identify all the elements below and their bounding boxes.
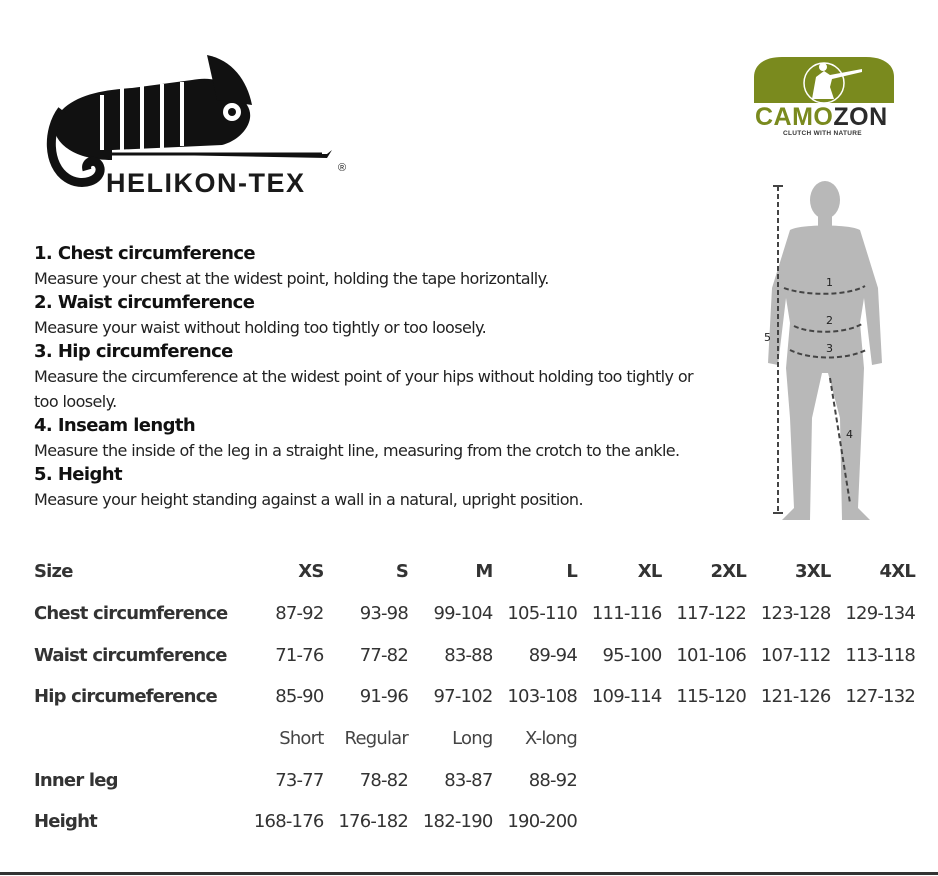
registered-mark: ® (338, 162, 347, 174)
table-cell: Long (452, 728, 493, 750)
table-cell: 127-132 (845, 686, 915, 708)
table-row-waist (34, 634, 915, 676)
camozon-part2: ZON (833, 103, 888, 131)
table-cell: L (566, 561, 577, 583)
row-label (34, 718, 239, 760)
row-label: Hip circumeference (34, 686, 217, 708)
table-cell: 2XL (710, 561, 746, 583)
instruction-title: 2. Waist circumference (34, 292, 255, 313)
camozon-tagline: CLUTCH WITH NATURE (783, 130, 862, 137)
camozon-emblem-icon (752, 55, 896, 105)
instruction-title: 1. Chest circumference (34, 243, 256, 264)
table-cell: X-long (525, 728, 577, 750)
human-silhouette-icon (760, 178, 890, 533)
table-cell: 3XL (795, 561, 831, 583)
table-cell: 107-112 (760, 644, 831, 666)
helikon-brand-text: HELIKON-TEX (106, 168, 306, 198)
table-cell: 77-82 (359, 644, 408, 666)
table-row-chest (34, 593, 915, 635)
camozon-part1: CAMO (755, 103, 834, 131)
bottom-divider (0, 872, 938, 875)
instruction-text: Measure the inside of the leg in a straight line, measuring from the crotch to the ankle. (34, 441, 680, 460)
row-label: Waist circumference (34, 644, 227, 666)
table-cell: 73-77 (275, 769, 324, 791)
table-cell: 121-126 (760, 686, 831, 708)
table-cell: 103-108 (507, 686, 577, 708)
figure-label-3: 3 (826, 342, 833, 355)
row-label: Chest circumference (34, 603, 228, 625)
table-cell: 109-114 (591, 686, 662, 708)
table-cell: 97-102 (433, 686, 493, 708)
table-cell: 93-98 (359, 603, 408, 625)
row-label: Inner leg (34, 769, 118, 791)
table-row-hip (34, 676, 915, 718)
figure-label-1: 1 (826, 276, 833, 289)
instruction-title: 3. Hip circumference (34, 341, 233, 362)
table-cell: 91-96 (359, 686, 408, 708)
figure-label-4: 4 (846, 428, 853, 441)
table-row-size (34, 551, 915, 593)
table-cell: 88-92 (528, 769, 577, 791)
table-cell: 83-87 (444, 769, 493, 791)
table-cell: 71-76 (275, 644, 324, 666)
table-cell: 83-88 (444, 644, 493, 666)
table-cell: 4XL (879, 561, 915, 583)
table-cell: XL (637, 561, 662, 583)
table-cell: XS (298, 561, 324, 583)
figure-label-2: 2 (826, 314, 833, 327)
table-cell: 89-94 (528, 644, 577, 666)
row-label: Size (34, 561, 73, 583)
table-cell: 182-190 (422, 811, 493, 833)
table-cell: 123-128 (760, 603, 831, 625)
table-cell: Regular (344, 728, 408, 750)
table-cell: 113-118 (845, 644, 915, 666)
table-cell: Short (279, 728, 324, 750)
helikon-tex-logo (42, 50, 362, 210)
table-cell: 111-116 (591, 603, 662, 625)
camozon-wordmark (755, 103, 888, 132)
table-row-length-header (34, 718, 915, 760)
size-chart-table (34, 551, 915, 843)
figure-label-5: 5 (764, 331, 771, 344)
instruction-chest (34, 242, 714, 291)
table-cell: 105-110 (507, 603, 577, 625)
table-cell: S (395, 561, 408, 583)
instruction-height (34, 463, 714, 512)
instruction-text: Measure the circumference at the widest point of your hips without holding too tightly or too loosely. (34, 367, 693, 411)
table-cell: 87-92 (275, 603, 324, 625)
table-cell: 78-82 (359, 769, 408, 791)
table-cell: 115-120 (676, 686, 746, 708)
table-cell: 85-90 (275, 686, 324, 708)
instruction-text: Measure your waist without holding too tightly or too loosely. (34, 318, 487, 337)
table-cell: 176-182 (338, 811, 408, 833)
table-cell: 117-122 (676, 603, 746, 625)
instruction-hip (34, 340, 714, 414)
table-cell: 129-134 (845, 603, 915, 625)
table-cell: 99-104 (433, 603, 493, 625)
table-cell: 190-200 (507, 811, 577, 833)
instruction-text: Measure your height standing against a wall in a natural, upright position. (34, 490, 583, 509)
row-label: Height (34, 811, 97, 833)
table-cell: M (475, 561, 493, 583)
table-row-inner-leg (34, 759, 915, 801)
measurement-instructions (34, 242, 714, 512)
table-row-height (34, 801, 915, 843)
table-cell: 168-176 (253, 811, 324, 833)
instruction-waist (34, 291, 714, 340)
camozon-logo (752, 55, 896, 145)
table-cell: 95-100 (602, 644, 662, 666)
instruction-text: Measure your chest at the widest point, holding the tape horizontally. (34, 269, 549, 288)
instruction-title: 4. Inseam length (34, 415, 196, 436)
body-measurement-figure (760, 178, 890, 533)
instruction-title: 5. Height (34, 464, 122, 485)
instruction-inseam (34, 414, 714, 463)
table-cell: 101-106 (676, 644, 746, 666)
